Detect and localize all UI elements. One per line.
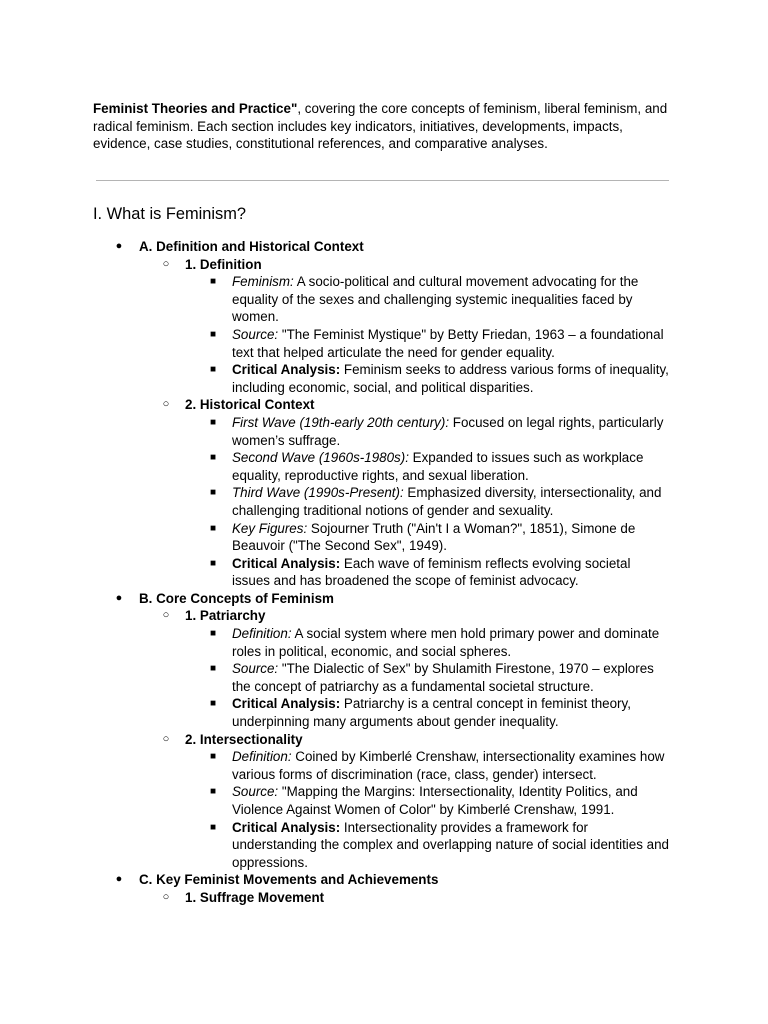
bullet-icon: ■ — [209, 698, 217, 710]
bullet-icon: ■ — [209, 416, 217, 428]
item-body: A socio-political and cultural movement advocating for the equality of the sexes and challenging systemic inequalities faced by women. — [232, 274, 639, 325]
outline-list — [0, 238, 768, 907]
outline-item-text — [232, 326, 672, 361]
bullet-icon: ○ — [162, 609, 170, 622]
intro-title: Feminist Theories and Practice" — [93, 101, 298, 116]
outline-subsection — [0, 889, 768, 907]
item-label: Source: — [232, 326, 279, 342]
bullet-icon: ■ — [209, 328, 217, 340]
outline-item-text — [232, 783, 672, 818]
item-label: Source: — [232, 661, 279, 677]
item-label: Feminism: — [232, 274, 294, 290]
outline-section-heading: B. Core Concepts of Feminism — [139, 590, 334, 606]
item-body: Emphasized diversity, intersectionality, and challenging traditional notions of gender and sexuality. — [232, 485, 662, 518]
bullet-icon: ■ — [209, 786, 217, 798]
bullet-icon: ○ — [162, 257, 170, 270]
item-body: Coined by Kimberlé Crenshaw, intersectionality examines how various forms of discrimination (race, class, gender) intersect. — [232, 749, 665, 782]
item-body: A social system where men hold primary power and dominate roles in political, economic, and social spheres. — [232, 626, 660, 659]
outline-subsection-heading: 1. Suffrage Movement — [185, 889, 325, 905]
item-body: Sojourner Truth ("Ain't I a Woman?", 1851), Simone de Beauvoir ("The Second Sex", 1949). — [232, 520, 636, 554]
bullet-icon: ■ — [209, 522, 217, 534]
item-label: Critical Analysis: — [232, 555, 341, 571]
outline-item — [0, 361, 768, 396]
bullet-icon: ■ — [209, 751, 217, 763]
item-label: Second Wave (1960s-1980s): — [232, 450, 409, 466]
outline-item — [0, 695, 768, 730]
outline-item — [0, 273, 768, 326]
outline-item — [0, 414, 768, 449]
outline-item — [0, 783, 768, 818]
item-label: First Wave (19th-early 20th century): — [232, 414, 450, 430]
bullet-icon: ■ — [209, 821, 217, 833]
outline-item — [0, 484, 768, 519]
outline-subsection-heading: 1. Definition — [185, 256, 262, 272]
item-body: Patriarchy is a central concept in feminist theory, underpinning many arguments about gender inequality. — [232, 696, 631, 730]
item-label: Definition: — [232, 749, 292, 765]
outline-section — [0, 590, 768, 608]
item-body: Focused on legal rights, particularly women’s suffrage. — [232, 414, 664, 448]
outline-item-text — [232, 449, 672, 484]
item-label: Third Wave (1990s-Present): — [232, 485, 404, 501]
outline-item-text — [232, 520, 672, 555]
item-label: Source: — [232, 784, 279, 800]
item-label: Critical Analysis: — [232, 696, 341, 712]
item-body: "The Dialectic of Sex" by Shulamith Firestone, 1970 – explores the concept of patriarchy as a fundamental societal structure. — [232, 661, 654, 694]
outline-item-text — [232, 625, 672, 660]
bullet-icon: ● — [115, 873, 123, 886]
bullet-icon: ■ — [209, 663, 217, 675]
outline-section — [0, 238, 768, 256]
outline-item-text — [232, 660, 672, 695]
outline-subsection — [0, 731, 768, 749]
outline-item-text — [232, 819, 672, 872]
bullet-icon: ○ — [162, 732, 170, 745]
outline-item — [0, 625, 768, 660]
bullet-icon: ■ — [209, 557, 217, 569]
outline-item-text — [232, 414, 672, 449]
outline-item — [0, 555, 768, 590]
item-body: Intersectionality provides a framework for understanding the complex and overlapping nature of social identities and oppressions. — [232, 819, 669, 870]
outline-subsection — [0, 396, 768, 414]
outline-item-text — [232, 555, 672, 590]
outline-subsection-heading: 2. Historical Context — [185, 397, 315, 413]
outline-item-text — [232, 748, 672, 783]
intro-paragraph — [93, 100, 683, 153]
bullet-icon: ● — [115, 591, 123, 604]
item-body: "Mapping the Margins: Intersectionality, Identity Politics, and Violence Against Women of Color" by Kimberlé Crenshaw, 1991. — [232, 784, 638, 817]
intro-text: , covering the core concepts of feminism, liberal feminism, and radical feminism. Each section includes key indicators, initiatives, developments, impacts, evidence, case studies, constitutional references, and comparative analyses. — [93, 101, 668, 152]
horizontal-divider — [96, 180, 669, 181]
bullet-icon: ■ — [209, 452, 217, 464]
item-body: Expanded to issues such as workplace equality, reproductive rights, and sexual liberation. — [232, 450, 644, 483]
outline-subsection — [0, 607, 768, 625]
outline-section-heading: A. Definition and Historical Context — [139, 239, 364, 254]
item-label: Definition: — [232, 626, 292, 642]
outline-item — [0, 449, 768, 484]
outline-item — [0, 326, 768, 361]
section-title: I. What is Feminism? — [93, 205, 247, 223]
bullet-icon: ■ — [209, 628, 217, 640]
outline-item-text — [232, 273, 672, 326]
outline-item-text — [232, 484, 672, 519]
outline-section — [0, 871, 768, 889]
outline-item-text — [232, 361, 672, 396]
item-body: "The Feminist Mystique" by Betty Friedan, 1963 – a foundational text that helped articulate the need for gender equality. — [232, 326, 664, 360]
outline-item — [0, 819, 768, 872]
bullet-icon: ■ — [209, 487, 217, 499]
outline-item-text — [232, 695, 672, 730]
item-body: Feminism seeks to address various forms of inequality, including economic, social, and political disparities. — [232, 362, 669, 395]
bullet-icon: ■ — [209, 276, 217, 288]
outline-item — [0, 748, 768, 783]
outline-section-heading: C. Key Feminist Movements and Achievements — [139, 872, 439, 888]
outline-item — [0, 520, 768, 555]
bullet-icon: ○ — [162, 890, 170, 903]
item-label: Critical Analysis: — [232, 362, 341, 378]
item-label: Key Figures: — [232, 520, 308, 536]
bullet-icon: ● — [115, 240, 123, 252]
outline-item — [0, 660, 768, 695]
bullet-icon: ■ — [209, 364, 217, 376]
bullet-icon: ○ — [162, 398, 170, 411]
outline-subsection-heading: 2. Intersectionality — [185, 731, 303, 747]
item-body: Each wave of feminism reflects evolving societal issues and has broadened the scope of feminist advocacy. — [232, 555, 631, 589]
item-label: Critical Analysis: — [232, 819, 341, 835]
outline-subsection-heading: 1. Patriarchy — [185, 608, 266, 624]
outline-subsection — [0, 256, 768, 274]
